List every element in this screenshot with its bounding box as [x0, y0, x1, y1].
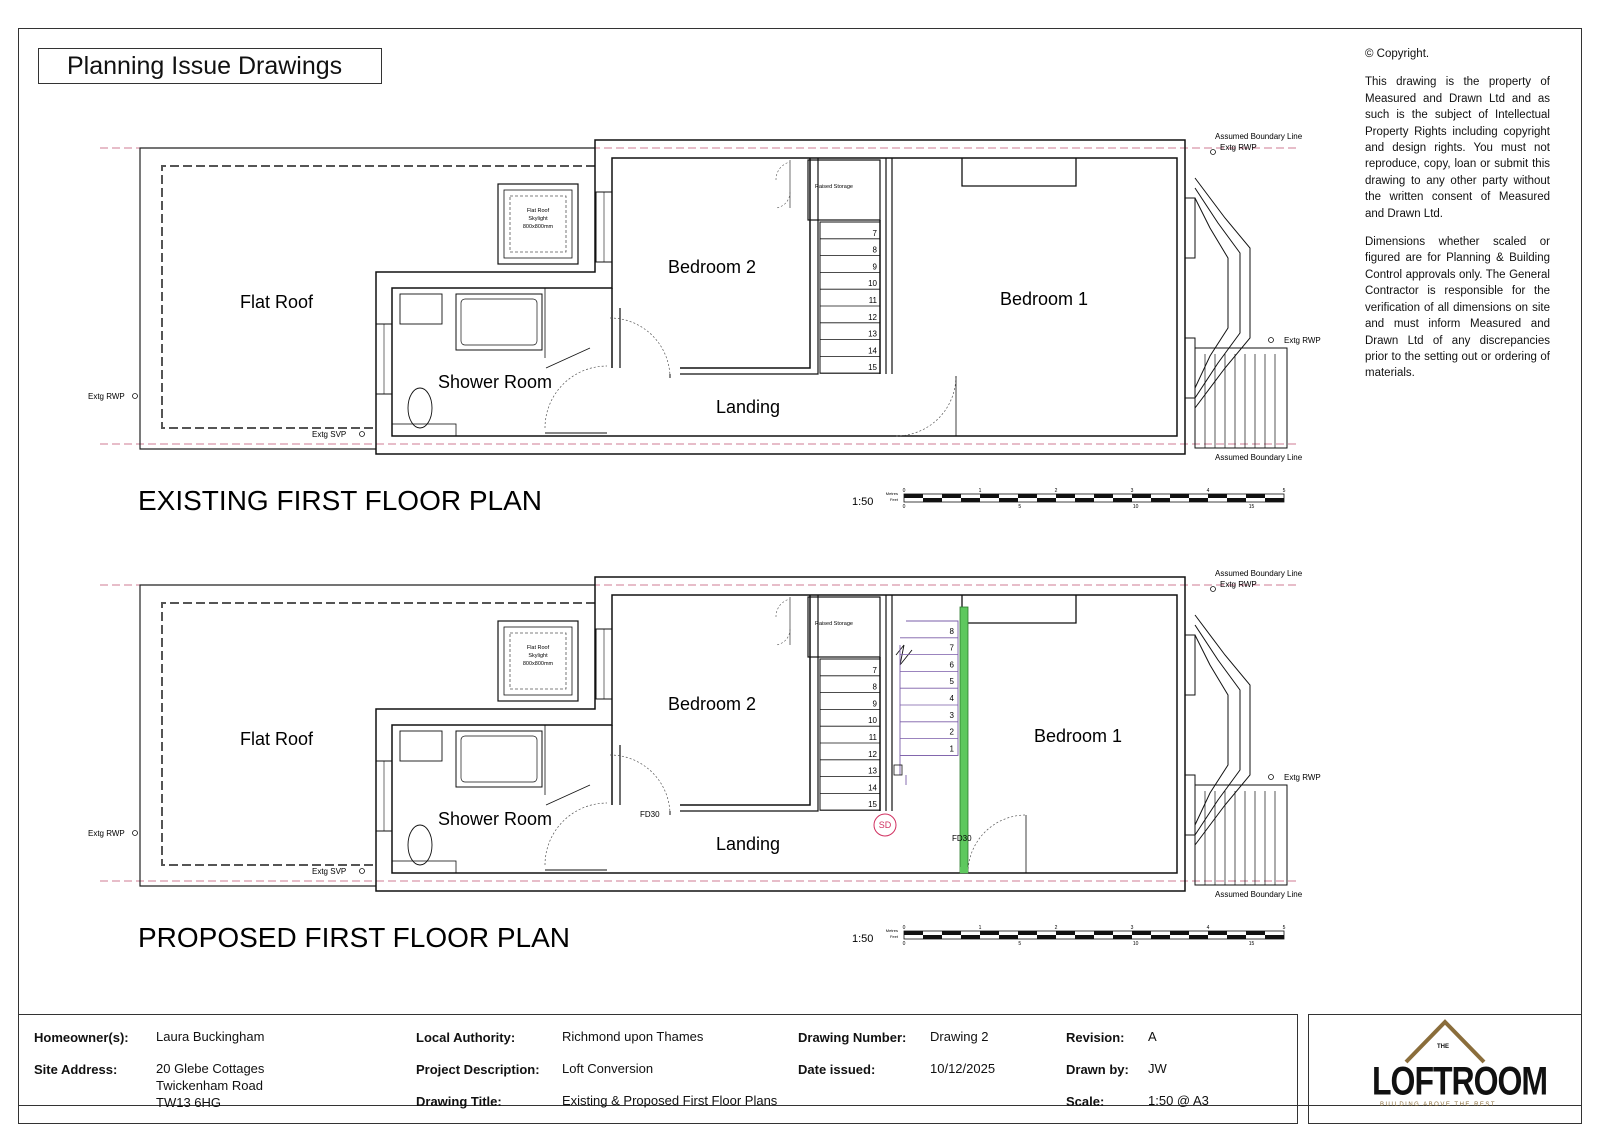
proposed-plan-title: PROPOSED FIRST FLOOR PLAN: [138, 922, 571, 953]
stair-number: 9: [872, 262, 877, 272]
drawn-by-value: JW: [1148, 1061, 1167, 1076]
boundary-top-label: Assumed Boundary Line: [1215, 132, 1303, 141]
scale-metre-tick: 1: [978, 488, 982, 494]
stair-number: 14: [868, 346, 877, 356]
skylight-label-2: Skylight: [528, 653, 548, 659]
copyright-para-1: This drawing is the property of Measured and Drawn Ltd and as such is the subject of Intellectual Property Rights including copyright and design rights. You must not reproduce, copy, loan or submit this drawing to any other party without the written consent of Measured and Drawn Ltd.: [1365, 76, 1550, 220]
scale-feet-tick: 5: [1018, 941, 1022, 947]
scale-metre-tick: 2: [1054, 925, 1058, 931]
skylight-label-3: 800x800mm: [522, 661, 554, 667]
raised-storage-label: Raised Storage: [815, 621, 853, 627]
new-stair-number: 6: [949, 660, 954, 670]
site-address-line-3: TW13 6HG: [156, 1095, 222, 1110]
local-authority-value: Richmond upon Thames: [562, 1029, 704, 1044]
scale-metre-tick: 4: [1206, 925, 1210, 931]
scale-metres-label: Metres: [885, 491, 898, 496]
rwp-top-label: Extg RWP: [1220, 143, 1257, 152]
stair-number: 14: [868, 783, 877, 793]
shower-room-label: Shower Room: [438, 372, 553, 392]
scale-label: Scale:: [1066, 1094, 1105, 1109]
boundary-bottom-label: Assumed Boundary Line: [1215, 453, 1303, 462]
boundary-top-label: Assumed Boundary Line: [1215, 569, 1303, 578]
stair-number: 11: [868, 296, 877, 305]
scale-metre-tick: 3: [1130, 925, 1134, 931]
project-description-value: Loft Conversion: [562, 1061, 654, 1076]
homeowner-label: Homeowner(s):: [34, 1030, 129, 1045]
rwp-top-label: Extg RWP: [1220, 580, 1257, 589]
site-address-label: Site Address:: [34, 1062, 118, 1077]
scale-metre-tick: 3: [1130, 488, 1134, 494]
rwp-right-label: Extg RWP: [1284, 336, 1321, 345]
stair-number: 10: [868, 716, 877, 726]
skylight-label-2: Skylight: [528, 216, 548, 222]
landing-label: Landing: [716, 834, 781, 854]
drawing-title-label: Drawing Title:: [416, 1094, 502, 1109]
revision-label: Revision:: [1066, 1030, 1125, 1045]
drawing-number-value: Drawing 2: [930, 1029, 989, 1044]
site-address-line-2: Twickenham Road: [156, 1078, 263, 1093]
stair-number: 13: [868, 329, 877, 339]
scale-metres-label: Metres: [885, 928, 898, 933]
stair-number: 13: [868, 766, 877, 776]
rwp-left-label: Extg RWP: [88, 829, 125, 838]
drawing-title-value: Existing & Proposed First Floor Plans: [562, 1093, 778, 1108]
stair-number: 15: [868, 363, 877, 373]
skylight-label-1: Flat Roof: [526, 645, 550, 651]
scale-feet-label: Feet: [889, 934, 898, 939]
new-stair-number: 2: [949, 727, 954, 737]
bedroom-1-label: Bedroom 1: [1034, 726, 1123, 746]
scale-feet-tick: 5: [1018, 504, 1022, 510]
scale-metre-tick: 5: [1282, 925, 1286, 931]
scale-feet-label: Feet: [889, 497, 898, 502]
logo-the: THE: [1437, 1044, 1449, 1050]
stair-number: 12: [868, 312, 877, 322]
proposed-stair-treads: [820, 659, 880, 810]
project-description-label: Project Description:: [416, 1062, 540, 1077]
raised-storage-label: Raised Storage: [815, 184, 853, 190]
existing-plan: [88, 132, 1321, 516]
scale-metre-tick: 4: [1206, 488, 1210, 494]
scale-feet-tick: 15: [1248, 941, 1255, 947]
bedroom-1-label: Bedroom 1: [1000, 289, 1089, 309]
sheet-title: Planning Issue Drawings: [38, 48, 382, 84]
stair-number: 10: [868, 279, 877, 289]
site-address-line-1: 20 Glebe Cottages: [156, 1061, 265, 1076]
drawing-number-label: Drawing Number:: [798, 1030, 907, 1045]
logo-wordmark: LOFTROOM: [1372, 1058, 1548, 1103]
landing-label: Landing: [716, 397, 781, 417]
scale-metre-tick: 5: [1282, 488, 1286, 494]
boundary-bottom-label: Assumed Boundary Line: [1215, 890, 1303, 899]
new-stair-number: 3: [949, 710, 954, 720]
scale-feet-tick: 10: [1132, 504, 1139, 510]
date-issued-label: Date issued:: [798, 1062, 876, 1077]
existing-stair-treads: [820, 222, 880, 373]
new-stair-number: 8: [949, 626, 954, 636]
shower-room-label: Shower Room: [438, 809, 553, 829]
drawn-by-label: Drawn by:: [1066, 1062, 1129, 1077]
stair-number: 8: [872, 682, 877, 692]
flat-roof-label: Flat Roof: [240, 729, 314, 749]
scale-metre-tick: 1: [978, 925, 982, 931]
scale-feet-tick: 15: [1248, 504, 1255, 510]
smoke-detector-label: SD: [878, 820, 892, 830]
bedroom-2-label: Bedroom 2: [668, 257, 757, 277]
svp-label: Extg SVP: [312, 867, 347, 876]
existing-scale-ratio: 1:50: [852, 496, 874, 508]
svp-label: Extg SVP: [312, 430, 347, 439]
existing-plan-title: EXISTING FIRST FLOOR PLAN: [138, 485, 543, 516]
scale-metre-tick: 0: [902, 925, 906, 931]
homeowner-value: Laura Buckingham: [156, 1029, 265, 1044]
stair-number: 15: [868, 800, 877, 810]
scale-feet-tick: 0: [902, 941, 906, 947]
stair-number: 12: [868, 749, 877, 759]
stair-number: 7: [872, 228, 877, 238]
new-stair-number: 5: [949, 677, 954, 687]
stair-number: 7: [872, 665, 877, 675]
proposed-scale-ratio: 1:50: [852, 933, 874, 945]
new-stair-number: 7: [949, 643, 954, 653]
local-authority-label: Local Authority:: [416, 1030, 516, 1045]
fire-door-right-label: FD30: [952, 834, 972, 843]
scale-feet-tick: 0: [902, 504, 906, 510]
rwp-left-label: Extg RWP: [88, 392, 125, 401]
rwp-right-label: Extg RWP: [1284, 773, 1321, 782]
revision-value: A: [1148, 1029, 1157, 1044]
stair-number: 8: [872, 245, 877, 255]
skylight-label-1: Flat Roof: [526, 208, 550, 214]
new-stair-number: 1: [949, 744, 954, 754]
bedroom-2-label: Bedroom 2: [668, 694, 757, 714]
stair-number: 11: [868, 733, 877, 742]
copyright-heading: © Copyright.: [1365, 48, 1430, 60]
logo-tagline: BUILDING ABOVE THE REST: [1380, 1102, 1497, 1108]
scale-metre-tick: 2: [1054, 488, 1058, 494]
new-stair-number: 4: [949, 694, 954, 703]
scale-value: 1:50 @ A3: [1148, 1093, 1209, 1108]
scale-metre-tick: 0: [902, 488, 906, 494]
stair-number: 9: [872, 699, 877, 709]
copyright-para-2: Dimensions whether scaled or figured are for Planning & Building Control approvals only. The General Contractor is responsible for the verification of all dimensions on site and must inform Measured and Drawn Ltd of any discrepancies prior to the setting out or ordering of materials.: [1365, 236, 1550, 380]
date-issued-value: 10/12/2025: [930, 1061, 996, 1076]
existing-scale-bar: [886, 488, 1286, 510]
proposed-plan: [88, 569, 1321, 953]
new-loft-stair: [874, 607, 1026, 873]
proposed-scale-bar: [886, 925, 1286, 947]
scale-feet-tick: 10: [1132, 941, 1139, 947]
flat-roof-label: Flat Roof: [240, 292, 314, 312]
skylight-label-3: 800x800mm: [522, 224, 554, 230]
fire-door-left-label: FD30: [640, 810, 660, 819]
